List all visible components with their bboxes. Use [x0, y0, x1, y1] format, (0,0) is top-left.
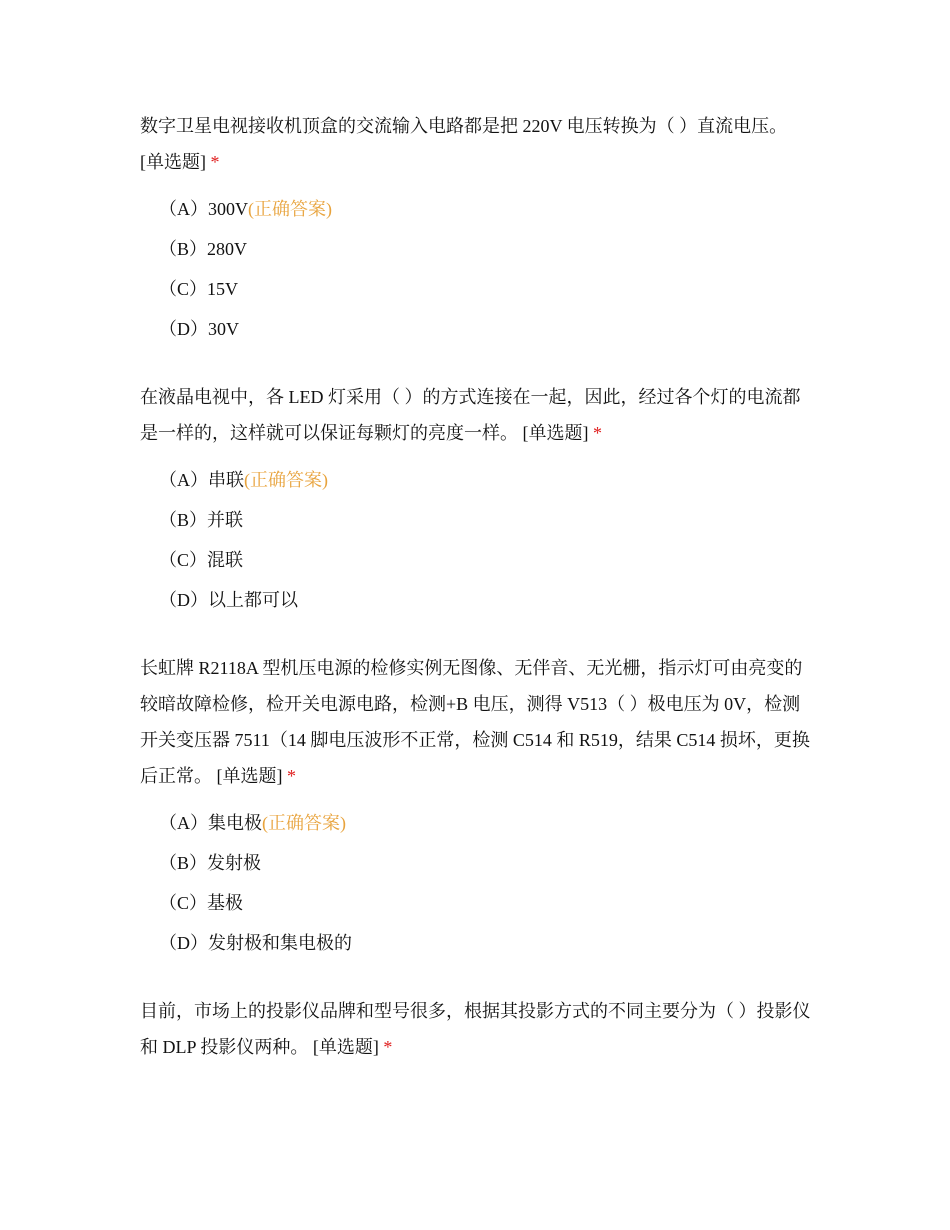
- correct-answer-tag: (正确答案): [244, 470, 328, 490]
- required-mark: *: [287, 766, 296, 786]
- option-a[interactable]: [159, 189, 815, 229]
- option-c[interactable]: [159, 883, 815, 923]
- option-label: （D）以上都可以: [159, 590, 298, 610]
- question-text: [140, 993, 815, 1065]
- option-label: （D）30V: [159, 319, 239, 339]
- question-type-label: [单选题] *: [140, 152, 220, 172]
- question-text: [140, 108, 815, 180]
- document-page: [140, 108, 815, 1095]
- option-label: （C）15V: [159, 279, 239, 299]
- correct-answer-tag: (正确答案): [262, 813, 346, 833]
- question-stem: 目前，市场上的投影仪品牌和型号很多，根据其投影方式的不同主要分为（ ）投影仪和 DLP 投影仪两种。: [140, 1001, 811, 1057]
- option-c[interactable]: [159, 540, 815, 580]
- question-stem: 长虹牌 R2118A 型机压电源的检修实例无图像、无伴音、无光栅，指示灯可由亮变的较暗故障检修，检开关电源电路，检测+B 电压，测得 V513（ ）极电压为 0V，检测开关变压器 7511（14 脚电压波形不正常，检测 C514 和 R519，结果 C514 损坏，更换后正常。: [140, 658, 810, 786]
- option-c[interactable]: [159, 269, 815, 309]
- option-label: （B）并联: [159, 510, 244, 530]
- option-list: [140, 803, 815, 963]
- question-2: [140, 379, 815, 620]
- required-mark: *: [383, 1037, 393, 1057]
- option-a[interactable]: [159, 460, 815, 500]
- question-type-label: [单选题] *: [312, 1037, 393, 1057]
- question-text: [140, 650, 815, 794]
- option-b[interactable]: [159, 843, 815, 883]
- option-d[interactable]: [159, 580, 815, 620]
- required-mark: *: [210, 152, 220, 172]
- option-label: （C）基极: [159, 893, 244, 913]
- option-label: （D）发射极和集电极的: [159, 933, 352, 953]
- question-1: [140, 108, 815, 349]
- question-stem: 在液晶电视中，各 LED 灯采用（ ）的方式连接在一起，因此，经过各个灯的电流都是一样的，这样就可以保证每颗灯的亮度一样。: [140, 387, 801, 443]
- question-type-label: [单选题] *: [216, 766, 296, 786]
- option-label: （C）混联: [159, 550, 244, 570]
- option-a[interactable]: [159, 803, 815, 843]
- required-mark: *: [593, 423, 602, 443]
- option-label: （A）串联: [159, 470, 244, 490]
- question-stem: 数字卫星电视接收机顶盒的交流输入电路都是把 220V 电压转换为（ ）直流电压。: [140, 116, 788, 136]
- option-b[interactable]: [159, 500, 815, 540]
- option-label: （B）280V: [159, 239, 248, 259]
- question-4: [140, 993, 815, 1065]
- question-3: [140, 650, 815, 963]
- option-d[interactable]: [159, 309, 815, 349]
- correct-answer-tag: (正确答案): [248, 199, 332, 219]
- option-list: [140, 460, 815, 620]
- option-label: （A）300V: [159, 199, 248, 219]
- option-d[interactable]: [159, 923, 815, 963]
- option-b[interactable]: [159, 229, 815, 269]
- option-label: （B）发射极: [159, 853, 262, 873]
- question-text: [140, 379, 815, 451]
- question-type-label: [单选题] *: [522, 423, 602, 443]
- option-label: （A）集电极: [159, 813, 262, 833]
- option-list: [140, 189, 815, 349]
